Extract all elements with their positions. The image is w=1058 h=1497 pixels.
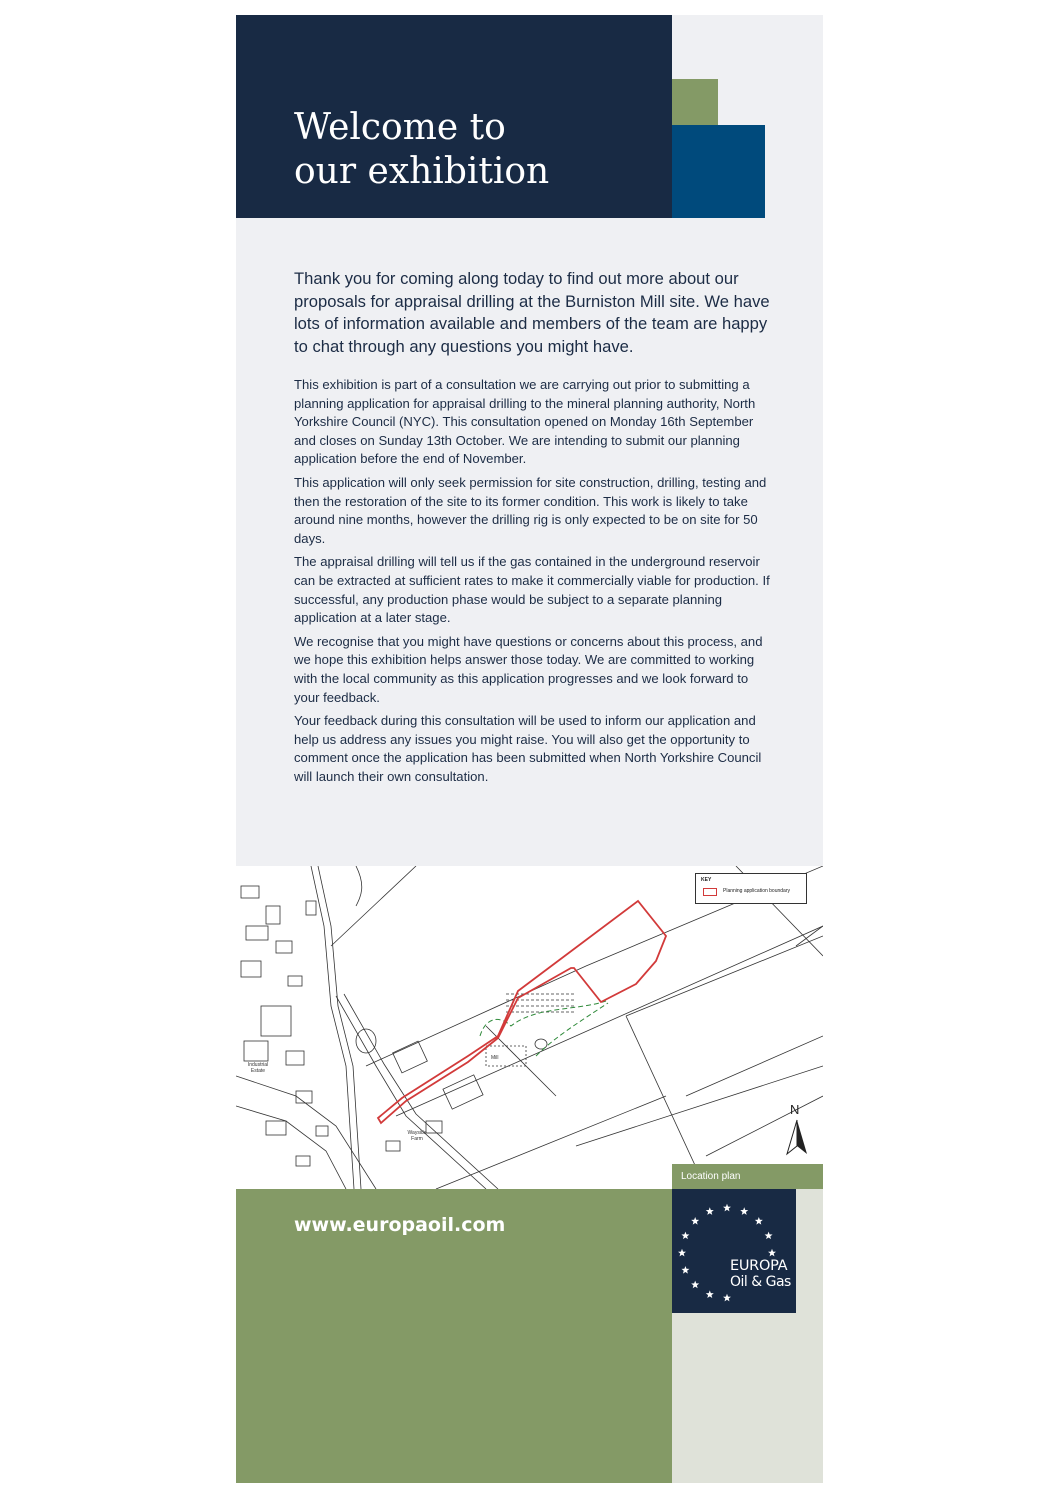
- star-icon: [681, 1266, 689, 1274]
- north-arrow-icon: [785, 1118, 809, 1158]
- star-icon: [691, 1281, 699, 1289]
- key-title: KEY: [701, 877, 712, 883]
- body-paragraph: This exhibition is part of a consultation we are carrying out prior to submitting a planning application for appraisal drilling to the mineral planning authority, North Yorkshire Council (NYC). This consultation opened on Monday 16th September and closes on Sunday 13th October. We are intending to submit our planning application before the end of November.: [294, 377, 756, 467]
- star-icon: [681, 1232, 689, 1240]
- star-icon: [740, 1207, 748, 1215]
- star-icon: [765, 1232, 773, 1240]
- star-icon: [755, 1217, 763, 1225]
- star-icon: [723, 1294, 731, 1302]
- decorative-blue-square: [672, 125, 765, 218]
- title-line-2: our exhibition: [294, 151, 550, 192]
- intro-paragraph: Thank you for coming along today to find out more about our proposals for appraisal drilling at the Burniston Mill site. We have lots of information available and members of the team are happy to chat through any questions you might have.: [294, 269, 770, 356]
- body-paragraph: We recognise that you might have questions or concerns about this process, and we hope this exhibition helps answer those today. We are committed to working with the local community as this application progresses and we look forward to your feedback.: [294, 633, 763, 705]
- star-icon: [691, 1217, 699, 1225]
- body-paragraph: The appraisal drilling will tell us if the gas contained in the underground reservoir can be extracted at sufficient rates to make it commercially viable for production. If successful, any production phase would be subject to a separate planning application at a later stage.: [294, 554, 770, 626]
- map-label-mill: Mill: [491, 1055, 499, 1061]
- map-drawing: [236, 866, 823, 1189]
- star-icon: [706, 1290, 714, 1298]
- map-label-industrial: Industrial Estate: [247, 1062, 269, 1074]
- boundary-swatch: [703, 888, 717, 896]
- location-plan-tab: Location plan: [672, 1164, 823, 1189]
- star-icon: [706, 1207, 714, 1215]
- map-label-farm: Wayside Farm: [407, 1130, 427, 1142]
- decorative-green-square: [672, 79, 718, 126]
- body-paragraph: Your feedback during this consultation will be used to inform our application and help us address any issues you might raise. You will also get the opportunity to comment once the application has been submitted when North Yorkshire Council will launch their own consultation.: [294, 713, 762, 784]
- logo-name: EUROPA: [730, 1258, 788, 1274]
- location-map: [236, 866, 823, 1189]
- star-icon: [723, 1204, 731, 1212]
- website-link[interactable]: www.europaoil.com: [294, 1214, 506, 1236]
- europa-logo: [672, 1189, 796, 1313]
- key-label: Planning application boundary: [723, 888, 790, 894]
- star-ring-icon: [672, 1189, 796, 1313]
- star-icon: [678, 1249, 686, 1257]
- body-text: [294, 376, 774, 791]
- map-key: [695, 873, 807, 904]
- north-label: N: [790, 1102, 800, 1117]
- logo-subtitle: Oil & Gas: [730, 1274, 791, 1290]
- body-paragraph: This application will only seek permission for site construction, drilling, testing and then the restoration of the site to its former condition. This work is likely to take around nine months, however the drilling rig is only expected to be on site for 50 days.: [294, 474, 767, 546]
- star-icon: [768, 1249, 776, 1257]
- title-line-1: Welcome to: [294, 107, 506, 148]
- page-title: [294, 106, 654, 194]
